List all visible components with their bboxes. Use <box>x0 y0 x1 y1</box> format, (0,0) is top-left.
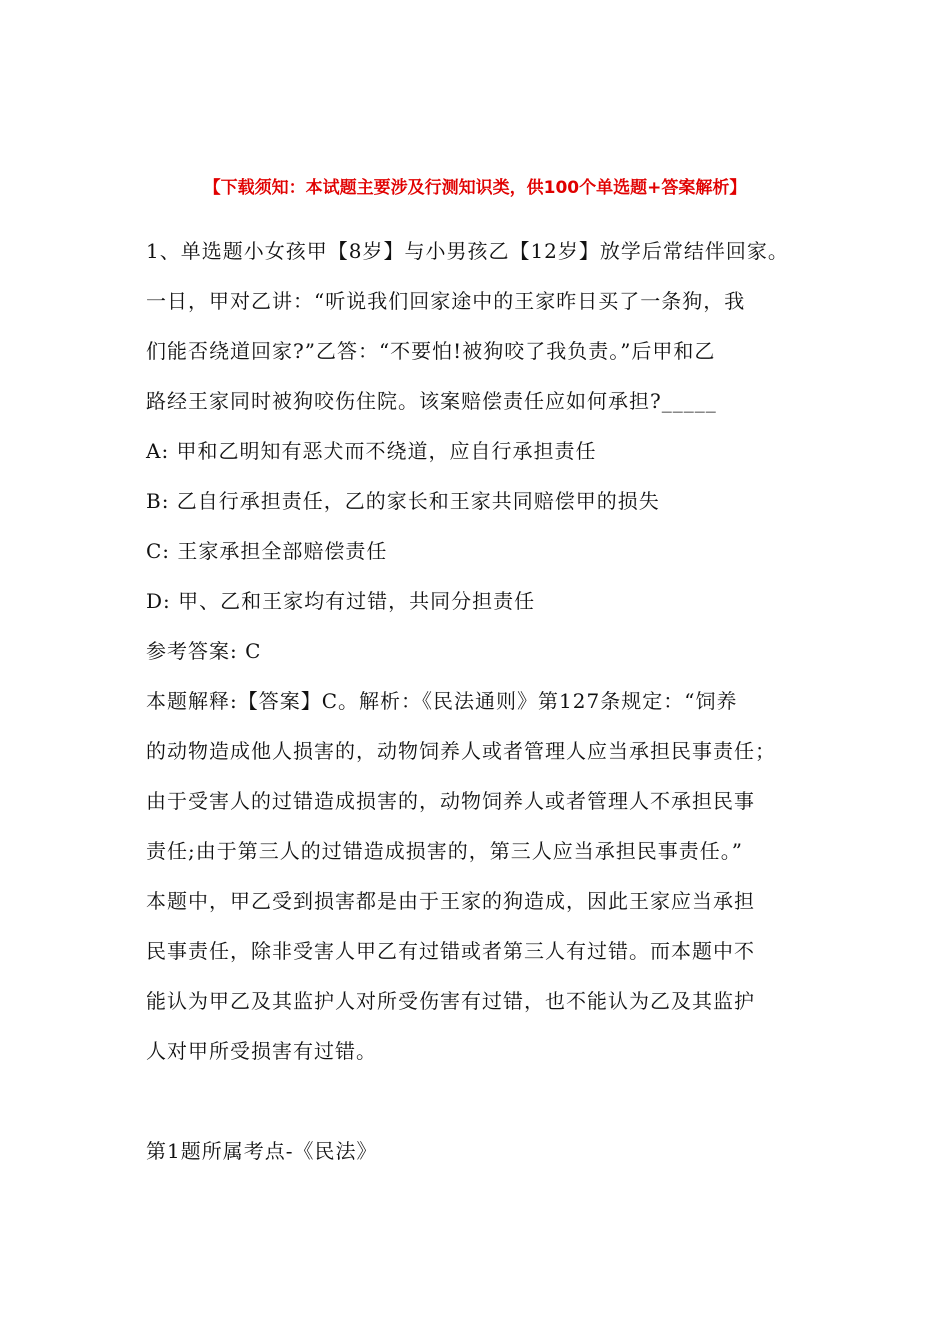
explanation-line: 能认为甲乙及其监护人对所受伤害有过错，也不能认为乙及其监护 <box>146 989 755 1013</box>
topic-label: 第1题所属考点-《民法》 <box>146 1139 378 1163</box>
question-line: 路经王家同时被狗咬伤住院。该案赔偿责任应如何承担? <box>146 389 662 413</box>
explanation-line: 由于受害人的过错造成损害的，动物饲养人或者管理人不承担民事 <box>146 789 755 813</box>
question-line: 们能否绕道回家?”乙答：“不要怕!被狗咬了我负责。”后甲和乙 <box>146 339 716 363</box>
explanation-line: 民事责任，除非受害人甲乙有过错或者第三人有过错。而本题中不 <box>146 939 755 963</box>
explanation-line: 本题中，甲乙受到损害都是由于王家的狗造成，因此王家应当承担 <box>146 889 755 913</box>
reference-answer: 参考答案: C <box>146 639 262 663</box>
explanation-line: 本题解释:【答案】C。解析：《民法通则》第127条规定：“饲养 <box>146 689 738 713</box>
question-line: 1、单选题小女孩甲【8岁】与小男孩乙【12岁】放学后常结伴回家。 <box>146 239 789 263</box>
explanation-line: 人对甲所受损害有过错。 <box>146 1039 377 1063</box>
option-b: B: 乙自行承担责任，乙的家长和王家共同赔偿甲的损失 <box>146 489 660 513</box>
option-a: A: 甲和乙明知有恶犬而不绕道，应自行承担责任 <box>146 439 597 463</box>
answer-blank: _____ <box>661 389 717 413</box>
question-line: 一日，甲对乙讲：“听说我们回家途中的王家昨日买了一条狗，我 <box>146 289 746 313</box>
explanation-line: 责任;由于第三人的过错造成损害的，第三人应当承担民事责任。” <box>146 839 743 863</box>
option-c: C: 王家承担全部赔偿责任 <box>146 539 388 563</box>
option-d: D: 甲、乙和王家均有过错，共同分担责任 <box>146 589 536 613</box>
download-notice: 【下载须知：本试题主要涉及行测知识类，供100个单选题+答案解析】 <box>203 178 747 198</box>
explanation-line: 的动物造成他人损害的，动物饲养人或者管理人应当承担民事责任； <box>146 739 776 763</box>
question-line-last <box>146 386 717 416</box>
